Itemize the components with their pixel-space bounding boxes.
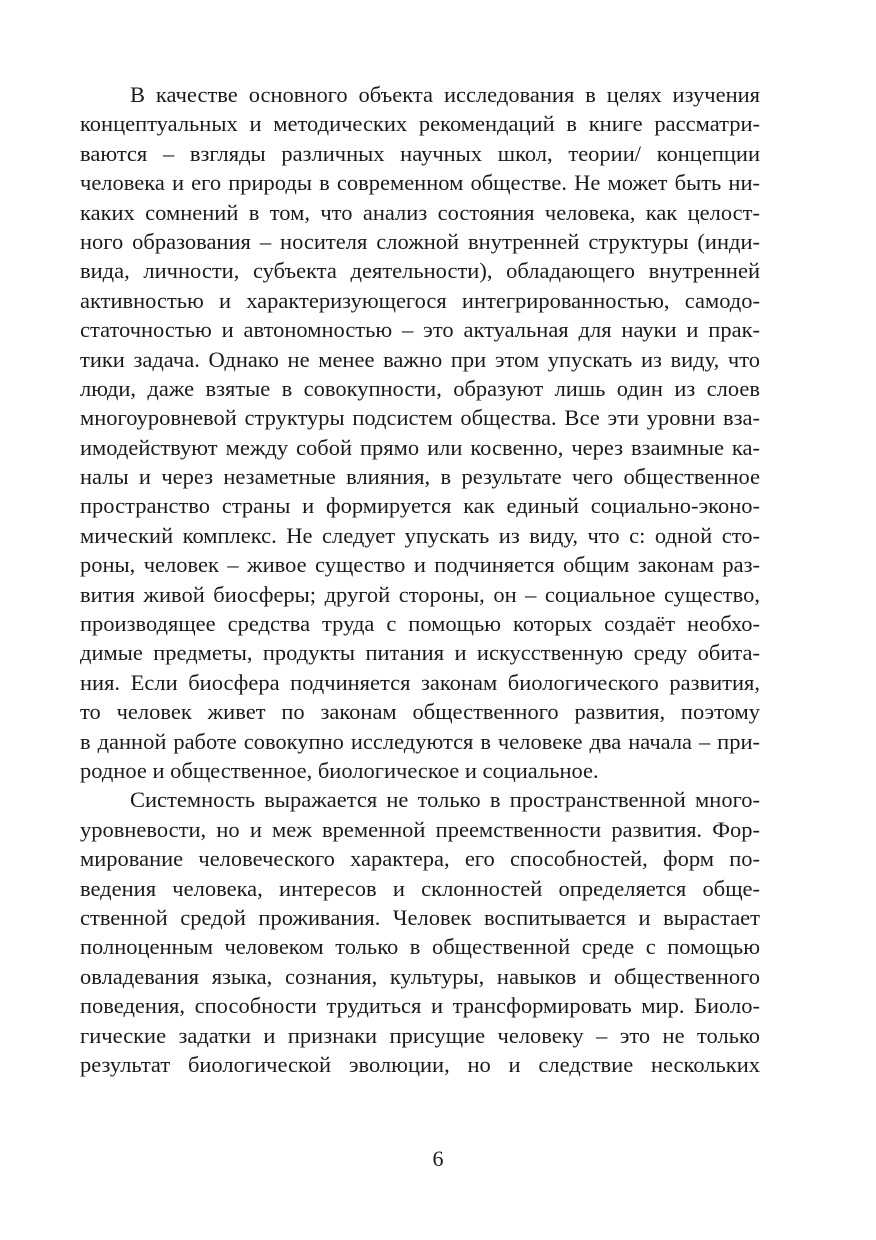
text-line: каких сомнений в том, что анализ состояния человека, как целост- bbox=[80, 199, 760, 225]
text-line: активностью и характеризующегося интегрированностью, самодо- bbox=[80, 287, 760, 313]
text-line: родное и общественное, биологическое и социальное. bbox=[80, 757, 599, 783]
text-line: димые предметы, продукты питания и искусственную среду обита- bbox=[80, 640, 760, 666]
text-line: люди, даже взятые в совокупности, образуют лишь один из слоев bbox=[80, 375, 760, 401]
text-line: производящее средства труда с помощью которых создаёт необхо- bbox=[80, 611, 760, 637]
text-line: ного образования – носителя сложной внутренней структуры (инди- bbox=[80, 228, 760, 254]
text-line: вида, личности, субъекта деятельности), обладающего внутренней bbox=[80, 258, 760, 284]
text-line: результат биологической эволюции, но и следствие нескольких bbox=[80, 1051, 760, 1077]
text-line: имодействуют между собой прямо или косвенно, через взаимные ка- bbox=[80, 434, 760, 460]
text-line: налы и через незаметные влияния, в результате чего общественное bbox=[80, 464, 760, 490]
text-line: гические задатки и признаки присущие человеку – это не только bbox=[80, 1022, 760, 1048]
text-line: то человек живет по законам общественного развития, поэтому bbox=[80, 699, 760, 725]
page-number: 6 bbox=[432, 1146, 444, 1171]
text-line: концептуальных и методических рекомендаций в книге рассматри- bbox=[80, 111, 760, 137]
text-line: в данной работе совокупно исследуются в человеке два начала – при- bbox=[80, 728, 760, 754]
text-line: вития живой биосферы; другой стороны, он – социальное существо, bbox=[80, 581, 760, 607]
text-line: овладевания языка, сознания, культуры, навыков и общественного bbox=[80, 963, 760, 989]
text-line: ваются – взгляды различных научных школ, теории/ концепции bbox=[80, 140, 760, 166]
text-line: многоуровневой структуры подсистем общества. Все эти уровни вза- bbox=[80, 405, 760, 431]
text-line: ственной средой проживания. Человек воспитывается и вырастает bbox=[80, 904, 760, 930]
text-line: мирование человеческого характера, его способностей, форм по- bbox=[80, 846, 760, 872]
text-line: полноценным человеком только в общественной среде с помощью bbox=[80, 934, 760, 960]
text-line: ведения человека, интересов и склонностей определяется обще- bbox=[80, 875, 760, 901]
text-line: Системность выражается не только в пространственной много- bbox=[130, 787, 760, 813]
text-line: роны, человек – живое существо и подчиняется общим законам раз- bbox=[80, 552, 760, 578]
text-line: статочностью и автономностью – это актуальная для науки и прак- bbox=[80, 317, 760, 343]
text-line: пространство страны и формируется как единый социально-эконо- bbox=[80, 493, 760, 519]
paragraph-1 bbox=[80, 80, 760, 785]
text-line: ния. Если биосфера подчиняется законам биологического развития, bbox=[80, 669, 760, 695]
text-line: поведения, способности трудиться и трансформировать мир. Биоло- bbox=[80, 993, 760, 1019]
text-line: мический комплекс. Не следует упускать из виду, что с: одной сто- bbox=[80, 522, 760, 548]
paragraph-2 bbox=[80, 785, 760, 1079]
text-line: В качестве основного объекта исследования в целях изучения bbox=[130, 82, 760, 107]
text-line: человека и его природы в современном обществе. Не может быть ни- bbox=[80, 170, 760, 196]
text-line: уровневости, но и меж временной преемственности развития. Фор- bbox=[80, 816, 760, 842]
page-body bbox=[80, 80, 760, 1079]
text-line: тики задача. Однако не менее важно при этом упускать из виду, что bbox=[80, 346, 760, 372]
